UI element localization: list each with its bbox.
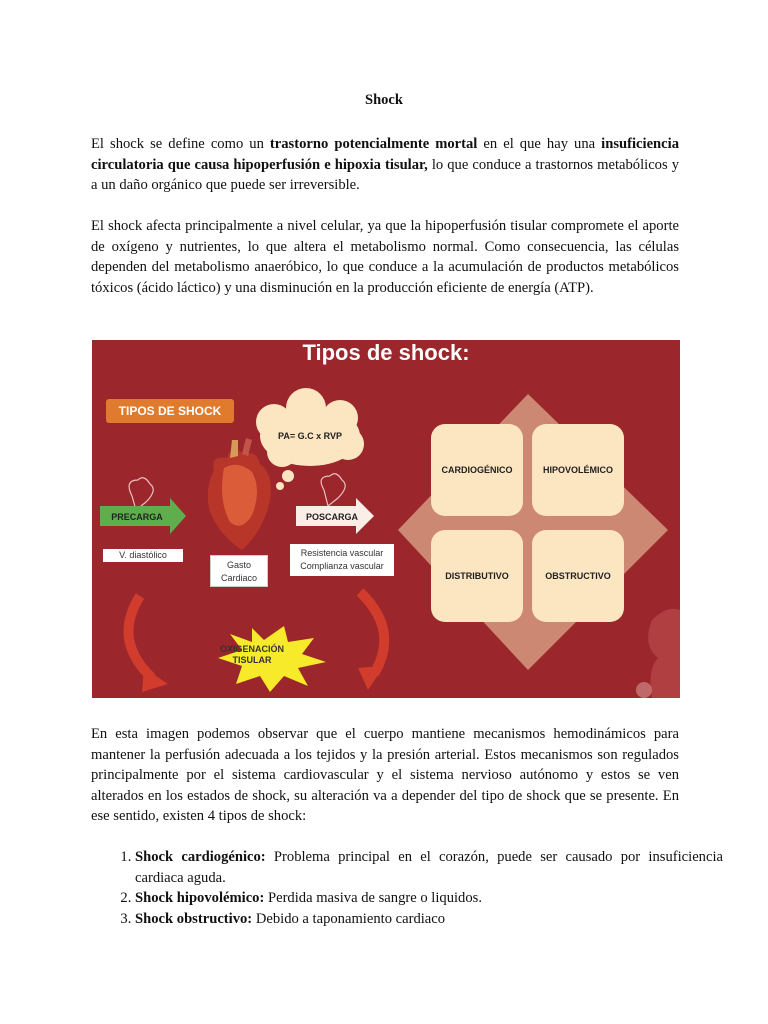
diastolico-box: V. diastólico [103,549,183,562]
poscarga-label: POSCARGA [305,512,358,522]
arrowhead-left [142,668,168,692]
resistencia-line1: Resistencia vascular [300,548,384,558]
list-item-title: Shock obstructivo: [135,910,253,927]
arrowhead-right [358,666,384,690]
list-item-text: Problema principal en el corazón, puede ser causado por insuficiencia cardiaca aguda. [135,849,723,886]
tile-obstructivo: OBSTRUCTIVO [532,530,624,622]
corner-dot [636,682,652,698]
curved-arrow-right-icon [360,592,384,674]
curved-arrow-left-icon [128,596,152,678]
oxig-line2: TISULAR [232,655,272,665]
tile-hipovolemico: HIPOVOLÉMICO [532,424,624,516]
paragraph-definition [91,134,679,196]
precarga-label: PRECARGA [111,512,163,522]
gasto-cardiaco-box [210,555,268,587]
gasto-line1: Gasto [226,560,251,570]
tree-decoration [648,609,680,698]
heart-icon [208,438,271,550]
shock-types-list [91,847,723,929]
resistencia-line2: Complianza vascular [300,561,384,571]
text-run: lo que conduce a trastornos metabólicos y a un daño orgánico que puede ser irreversible. [91,156,679,194]
shock-types-figure [92,340,680,698]
list-item [135,888,723,909]
tile-distributivo: DISTRIBUTIVO [431,530,523,622]
heart-outline-icon [321,474,345,506]
list-item [135,909,723,930]
tile-cardiogenico: CARDIOGÉNICO [431,424,523,516]
list-item [135,847,723,888]
resistencia-box [290,544,394,576]
list-item-text: Perdida masiva de sangre o liquidos. [264,890,482,907]
bold-run: trastorno potencialmente mortal [269,136,478,152]
heart-outline-icon [129,478,153,510]
paragraph-cellular: El shock afecta principalmente a nivel celular, ya que la hipoperfusión tisular compromete el aporte de oxígeno y nutrientes, lo que altera el metabolismo normal. Como consecuencia, las células dependen del metabolismo anaeróbico, lo que conduce a la acumulación de productos metabólicos tóxicos (ácido láctico) y una disminución en la producción eficiente de energía (ATP). [91,218,679,296]
tipos-de-shock-badge: TIPOS DE SHOCK [106,399,234,423]
document-title: Shock [365,92,403,108]
cloud-formula: PA= G.C x RVP [278,431,342,441]
list-item-title: Shock cardiogénico: [135,849,266,865]
text-run: El shock se define como un [91,136,270,152]
oxig-line1: OXIGENACIÓN [219,644,284,654]
gasto-line2: Cardiaco [220,573,258,583]
oxigenacion-label [210,644,294,666]
figure-title: Tipos de shock: [302,340,470,365]
list-item-title: Shock hipovolémico: [135,890,265,907]
figure-graphics [92,340,680,698]
paragraph-mechanisms: En esta imagen podemos observar que el cuerpo mantiene mecanismos hemodinámicos para mantener la perfusión adecuada a los tejidos y la presión arterial. Estos mecanismos son regulados principalmente por el sistema cardiovascular y el sistema nervioso autónomo y estos se ven alterados en los estados de shock, su alteración va a depender del tipo de shock que se presente. En ese sentido, existen 4 tipos de shock: [91,726,679,825]
list-item-text: Debido a taponamiento cardiaco [252,910,446,927]
bold-run: insuficiencia circulatoria que causa hipoperfusión e hipoxia tisular, [91,136,679,173]
text-run: en el que hay una [477,136,602,152]
